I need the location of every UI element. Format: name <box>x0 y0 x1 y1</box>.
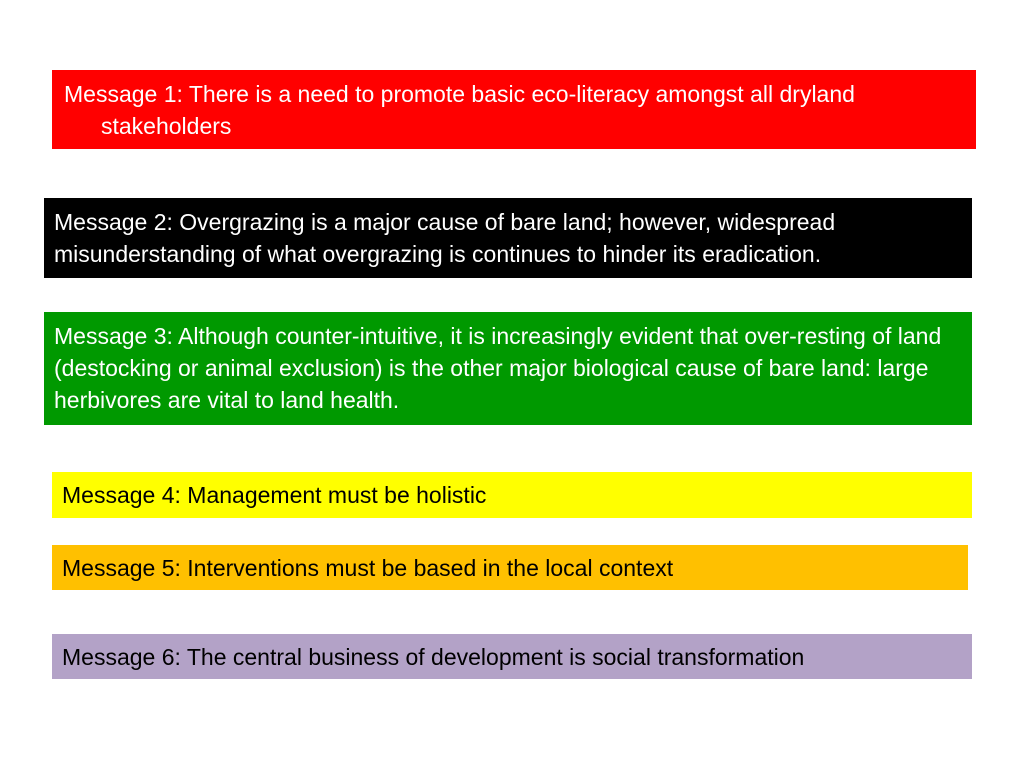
message-5-box <box>52 545 968 590</box>
message-1-text: Message 1: There is a need to promote basic eco-literacy amongst all dryland stakeholders <box>64 81 855 139</box>
message-2-box <box>44 198 972 278</box>
message-6-box <box>52 634 972 679</box>
message-3-text: Message 3: Although counter-intuitive, it is increasingly evident that over-resting of land (destocking or animal exclusion) is the other major biological cause of bare land: large herbivores are vital to land health. <box>54 323 942 413</box>
message-3-box <box>44 312 972 425</box>
message-4-box <box>52 472 972 518</box>
message-6-text: Message 6: The central business of development is social transformation <box>62 644 805 670</box>
message-2-text: Message 2: Overgrazing is a major cause of bare land; however, widespread misunderstanding of what overgrazing is continues to hinder its eradication. <box>54 209 836 267</box>
message-1-box <box>52 70 976 149</box>
message-5-text: Message 5: Interventions must be based in the local context <box>62 555 674 581</box>
message-4-text: Message 4: Management must be holistic <box>62 482 487 508</box>
